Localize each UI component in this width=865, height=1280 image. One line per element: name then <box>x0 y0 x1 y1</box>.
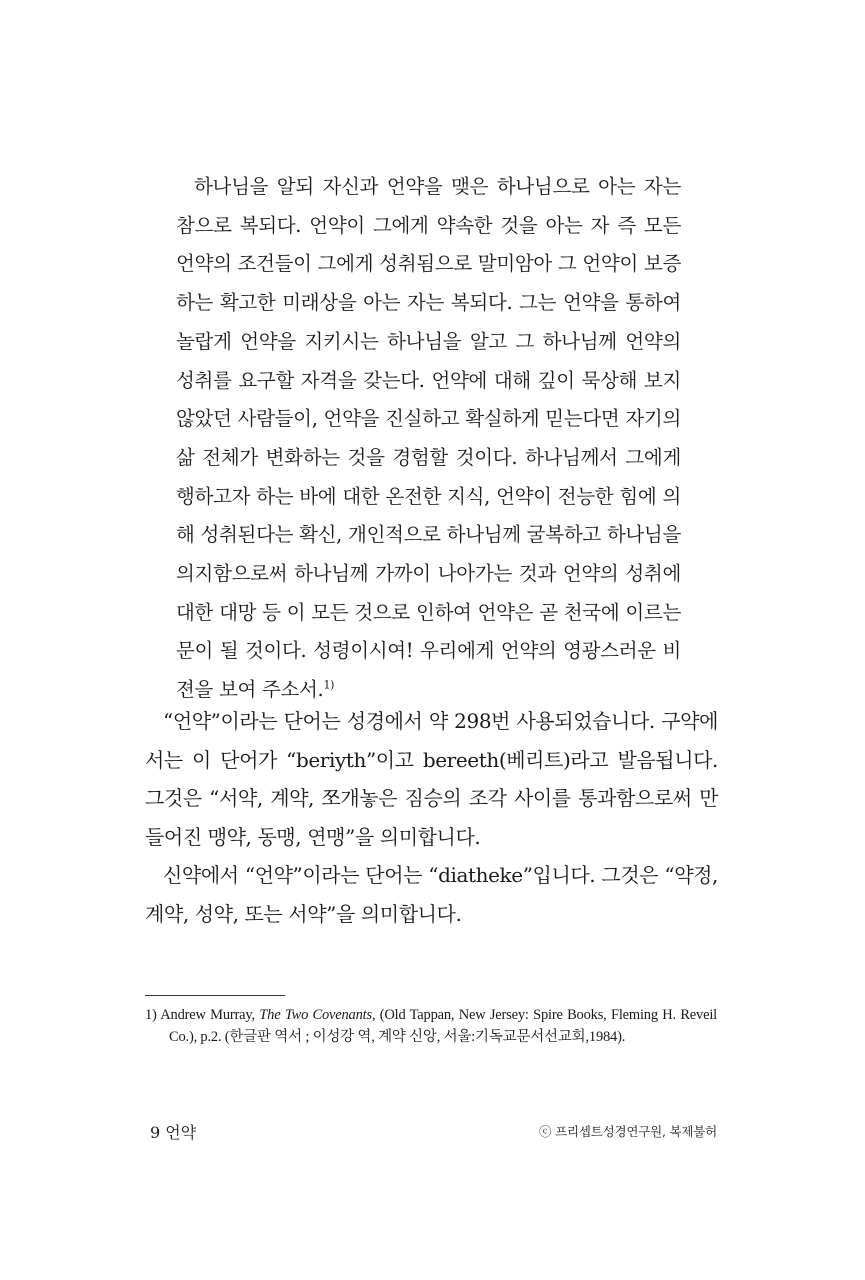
quote-text: 하나님을 알되 자신과 언약을 맺은 하나님으로 아는 자는 참으로 복되다. 언약이 그에게 약속한 것을 아는 자 즉 모든 언약의 조건들이 그에게 성취됨으로 말미암아 그 언약이 보증하는 확고한 미래상을 아는 자는 복되다. 그는 언약을 통하여 놀랍게 언약을 지키시는 하나님을 알고 그 하나님께 언약의 성취를 요구할 자격을 갖는다. 언약에 대해 깊이 묵상해 보지 않았던 사람들이, 언약을 진실하고 확실하게 믿는다면 자기의 삶 전체가 변화하는 것을 경험할 것이다. 하나님께서 그에게 행하고자 하는 바에 대한 온전한 지식, 언약이 전능한 힘에 의해 성취된다는 확신, 개인적으로 하나님께 굴복하고 하나님을 의지함으로써 하나님께 가까이 나아가는 것과 언약의 성취에 대한 대망 등 이 모든 것으로 인하여 언약은 곧 천국에 이르는 문이 될 것이다. 성령이시여! 우리에게 언약의 영광스러운 비젼을 보여 주소서. <box>176 175 681 702</box>
footnote <box>145 1004 717 1048</box>
page-number: 9 <box>150 1123 161 1142</box>
page-footer-left <box>150 1120 196 1143</box>
footnote-marker[interactable]: 1) <box>323 678 335 692</box>
footnote-number: 1) <box>145 1007 157 1023</box>
footnote-citation: , (Old Tappan, New Jersey: Spire Books, Fleming H. Reveil Co.), p.2. (한글판 역서 ; 이성강 역, 계약 신앙, 서울:기독교문서선교회,1984). <box>169 1007 717 1045</box>
footnote-book-title: The Two Covenants <box>259 1007 372 1023</box>
block-quote <box>176 168 681 710</box>
body-paragraph: “언약”이라는 단어는 성경에서 약 298번 사용되었습니다. 구약에서는 이 단어가 “beriyth”이고 bereeth(베리트)라고 발음됩니다. 그것은 “서약, 계약, 쪼개놓은 짐승의 조각 사이를 통과함으로써 만들어진 맹약, 동맹, 연맹”을 의미합니다. <box>145 709 718 849</box>
footnote-author: Andrew Murray, <box>160 1007 260 1023</box>
body-text <box>145 702 718 933</box>
body-paragraph: 신약에서 “언약”이라는 단어는 “diatheke”입니다. 그것은 “약정, 계약, 성약, 또는 서약”을 의미합니다. <box>145 863 718 926</box>
chapter-title: 언약 <box>165 1123 197 1142</box>
copyright-notice: ⓒ 프리셉트성경연구원, 복제불허 <box>539 1124 717 1139</box>
footnote-divider <box>145 995 285 996</box>
